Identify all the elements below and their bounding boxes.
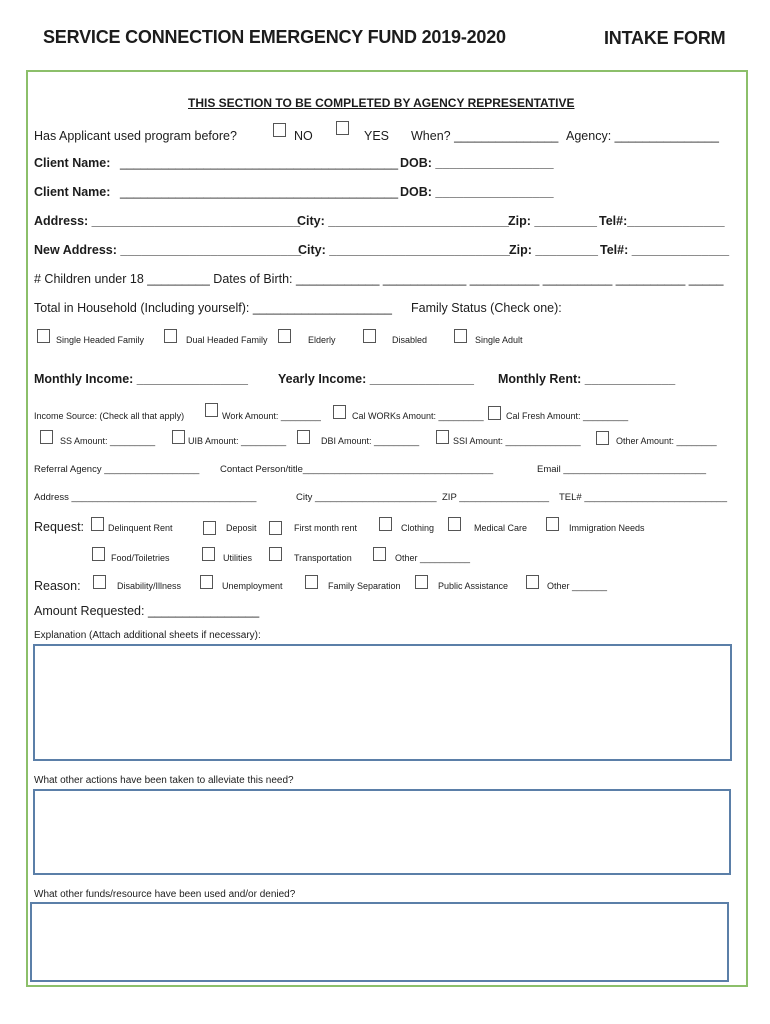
ss-checkbox[interactable] bbox=[40, 430, 53, 444]
dob-field-2[interactable]: DOB: _________________ bbox=[400, 185, 554, 199]
first-month-rent-checkbox[interactable] bbox=[269, 521, 282, 535]
reason-label: Reason: bbox=[34, 579, 81, 593]
request-other-field[interactable]: Other __________ bbox=[395, 553, 471, 563]
single-adult-label: Single Adult bbox=[475, 335, 523, 345]
contact-person-field[interactable]: Contact Person/title____________________________________ bbox=[220, 464, 494, 475]
new-city-field[interactable]: City: __________________________ bbox=[298, 243, 510, 257]
city-field[interactable]: City: __________________________ bbox=[297, 214, 509, 228]
other-amount-field[interactable]: Other Amount: ________ bbox=[616, 436, 717, 446]
other-actions-label: What other actions have been taken to alleviate this need? bbox=[34, 775, 294, 786]
deposit-label: Deposit bbox=[226, 523, 257, 533]
work-amount-field[interactable]: Work Amount: ________ bbox=[222, 411, 321, 421]
public-assistance-checkbox[interactable] bbox=[415, 575, 428, 589]
calfresh-amount-field[interactable]: Cal Fresh Amount: _________ bbox=[506, 411, 629, 421]
calfresh-checkbox[interactable] bbox=[488, 406, 501, 420]
when-field[interactable]: When? _______________ bbox=[411, 129, 559, 143]
ssi-checkbox[interactable] bbox=[436, 430, 449, 444]
ssi-amount-field[interactable]: SSI Amount: _______________ bbox=[453, 436, 581, 446]
form-title: SERVICE CONNECTION EMERGENCY FUND 2019-2020 bbox=[43, 27, 506, 47]
family-status-label: Family Status (Check one): bbox=[411, 301, 562, 315]
yearly-income-field[interactable]: Yearly Income: _______________ bbox=[278, 372, 474, 386]
family-separation-label: Family Separation bbox=[328, 581, 401, 591]
reason-other-field[interactable]: Other _______ bbox=[547, 581, 608, 591]
food-toiletries-label: Food/Toiletries bbox=[111, 553, 170, 563]
disabled-checkbox[interactable] bbox=[363, 329, 376, 343]
unemployment-label: Unemployment bbox=[222, 581, 283, 591]
family-separation-checkbox[interactable] bbox=[305, 575, 318, 589]
elderly-checkbox[interactable] bbox=[278, 329, 291, 343]
income-source-label: Income Source: (Check all that apply) bbox=[34, 411, 185, 421]
delinquent-rent-label: Delinquent Rent bbox=[108, 523, 173, 533]
yes-label: YES bbox=[364, 129, 390, 143]
food-toiletries-checkbox[interactable] bbox=[92, 547, 105, 561]
agency-field[interactable]: Agency: _______________ bbox=[566, 129, 719, 143]
public-assistance-label: Public Assistance bbox=[438, 581, 509, 591]
other-actions-textarea[interactable] bbox=[33, 789, 731, 875]
client-name-label-2: Client Name: bbox=[34, 185, 111, 199]
prior-use-question: Has Applicant used program before? bbox=[34, 129, 237, 143]
monthly-income-field[interactable]: Monthly Income: ________________ bbox=[34, 372, 249, 386]
disability-illness-checkbox[interactable] bbox=[93, 575, 106, 589]
uib-amount-field[interactable]: UIB Amount: _________ bbox=[188, 436, 287, 446]
new-tel-field[interactable]: Tel#: ______________ bbox=[600, 243, 730, 257]
referral-address-field[interactable]: Address ___________________________________ bbox=[34, 492, 257, 503]
request-other-checkbox[interactable] bbox=[373, 547, 386, 561]
other-funds-textarea[interactable] bbox=[30, 902, 729, 982]
form-name: INTAKE FORM bbox=[604, 28, 726, 48]
explanation-textarea[interactable] bbox=[33, 644, 732, 761]
single-adult-checkbox[interactable] bbox=[454, 329, 467, 343]
deposit-checkbox[interactable] bbox=[203, 521, 216, 535]
client-name-field-2[interactable]: ________________________________________ bbox=[120, 185, 399, 199]
new-address-field[interactable]: New Address: __________________________ bbox=[34, 243, 302, 257]
yes-checkbox[interactable] bbox=[336, 121, 349, 135]
referral-agency-field[interactable]: Referral Agency __________________ bbox=[34, 464, 200, 475]
utilities-checkbox[interactable] bbox=[202, 547, 215, 561]
amount-requested-field[interactable]: Amount Requested: ________________ bbox=[34, 604, 260, 618]
unemployment-checkbox[interactable] bbox=[200, 575, 213, 589]
no-label: NO bbox=[294, 129, 313, 143]
immigration-needs-label: Immigration Needs bbox=[569, 523, 645, 533]
immigration-needs-checkbox[interactable] bbox=[546, 517, 559, 531]
other-amount-checkbox[interactable] bbox=[596, 431, 609, 445]
transportation-label: Transportation bbox=[294, 553, 352, 563]
other-funds-label: What other funds/resource have been used and/or denied? bbox=[34, 889, 296, 900]
single-headed-family-checkbox[interactable] bbox=[37, 329, 50, 343]
explanation-label: Explanation (Attach additional sheets if necessary): bbox=[34, 630, 261, 641]
reason-other-checkbox[interactable] bbox=[526, 575, 539, 589]
dbi-amount-field[interactable]: DBI Amount: _________ bbox=[321, 436, 420, 446]
uib-checkbox[interactable] bbox=[172, 430, 185, 444]
single-headed-family-label: Single Headed Family bbox=[56, 335, 145, 345]
work-amount-checkbox[interactable] bbox=[205, 403, 218, 417]
elderly-label: Elderly bbox=[308, 335, 336, 345]
dual-headed-family-checkbox[interactable] bbox=[164, 329, 177, 343]
medical-care-label: Medical Care bbox=[474, 523, 528, 533]
section-title: THIS SECTION TO BE COMPLETED BY AGENCY REPRESENTATIVE bbox=[188, 96, 575, 110]
clothing-checkbox[interactable] bbox=[379, 517, 392, 531]
dob-field[interactable]: DOB: _________________ bbox=[400, 156, 554, 170]
utilities-label: Utilities bbox=[223, 553, 253, 563]
first-month-rent-label: First month rent bbox=[294, 523, 358, 533]
dual-headed-family-label: Dual Headed Family bbox=[186, 335, 268, 345]
referral-city-field[interactable]: City _______________________ bbox=[296, 492, 437, 503]
ss-amount-field[interactable]: SS Amount: _________ bbox=[60, 436, 156, 446]
calworks-checkbox[interactable] bbox=[333, 405, 346, 419]
transportation-checkbox[interactable] bbox=[269, 547, 282, 561]
clothing-label: Clothing bbox=[401, 523, 435, 533]
dbi-checkbox[interactable] bbox=[297, 430, 310, 444]
monthly-rent-field[interactable]: Monthly Rent: _____________ bbox=[498, 372, 676, 386]
client-name-field[interactable]: ________________________________________ bbox=[120, 156, 399, 170]
delinquent-rent-checkbox[interactable] bbox=[91, 517, 104, 531]
disabled-label: Disabled bbox=[392, 335, 428, 345]
tel-field[interactable]: Tel#:______________ bbox=[599, 214, 725, 228]
children-field[interactable]: # Children under 18 _________ Dates of Birth: ____________ ____________ __________ __________ __________ _____ bbox=[34, 272, 724, 286]
client-name-label: Client Name: bbox=[34, 156, 111, 170]
calworks-amount-field[interactable]: Cal WORKs Amount: _________ bbox=[352, 411, 484, 421]
medical-care-checkbox[interactable] bbox=[448, 517, 461, 531]
zip-field[interactable]: Zip: _________ bbox=[508, 214, 597, 228]
disability-illness-label: Disability/Illness bbox=[117, 581, 182, 591]
referral-tel-field[interactable]: TEL# ___________________________ bbox=[559, 492, 727, 503]
request-label: Request: bbox=[34, 520, 85, 534]
no-checkbox[interactable] bbox=[273, 123, 286, 137]
referral-zip-field[interactable]: ZIP _________________ bbox=[442, 492, 550, 503]
household-field[interactable]: Total in Household (Including yourself): ____________________ bbox=[34, 301, 392, 315]
address-field[interactable]: Address: ______________________________ bbox=[34, 214, 301, 228]
new-zip-field[interactable]: Zip: _________ bbox=[509, 243, 598, 257]
email-field[interactable]: Email ___________________________ bbox=[537, 464, 707, 475]
